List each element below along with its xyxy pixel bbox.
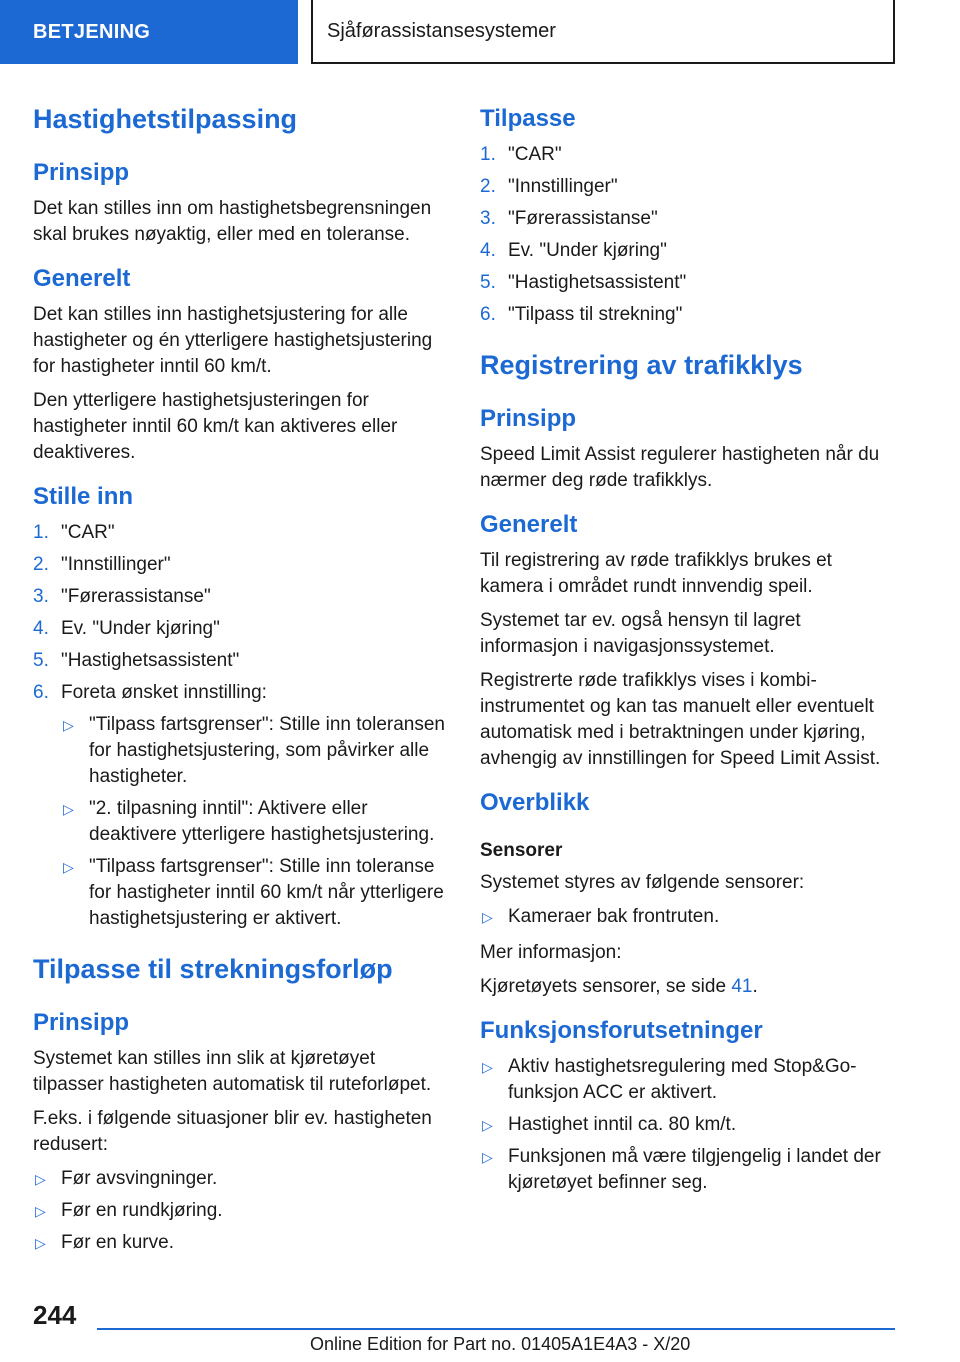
- list-item: ▷ Kameraer bak frontruten.: [480, 904, 900, 930]
- paragraph: Registrerte røde trafikklys vises i kombi-instrumentet og kan tas manuelt eller eventuelt automatisk med i betraktningen under kjøring, avhengig av innstillingen for Speed Limit Assist.: [480, 670, 881, 769]
- heading-generelt: Generelt: [33, 265, 131, 292]
- triangle-bullet-icon: ▷: [482, 1149, 493, 1165]
- paragraph: Det kan stilles inn om hastighetsbegrensningen skal brukes nøyaktig, eller med en toleranse.: [33, 198, 432, 245]
- heading-tilpasse-strekning: Tilpasse til strekningsforløp: [33, 954, 393, 984]
- triangle-bullet-icon: ▷: [35, 1171, 46, 1187]
- triangle-bullet-icon: ▷: [35, 1235, 46, 1251]
- page-link[interactable]: 41: [731, 976, 753, 997]
- list-item: ▷ Hastighet inntil ca. 80 km/t.: [480, 1112, 900, 1138]
- list-item: ▷ Før en rundkjøring.: [33, 1198, 449, 1224]
- triangle-bullet-icon: ▷: [63, 801, 74, 817]
- list-item: ▷ Funksjonen må være tilgjengelig i landet der kjøretøyet befinner seg.: [482, 1146, 881, 1193]
- list-item: ▷ Før avsvingninger.: [33, 1166, 449, 1192]
- paragraph: Systemet kan stilles inn slik at kjøretøyet tilpasser hastigheten automatisk til ruteforløpet.: [33, 1048, 432, 1095]
- heading-overblikk: Overblikk: [480, 789, 590, 816]
- page-number: 244: [33, 1300, 77, 1330]
- paragraph: Systemet styres av følgende sensorer:: [480, 872, 805, 893]
- paragraph: Speed Limit Assist regulerer hastigheten når du nærmer deg røde trafikklys.: [480, 444, 880, 491]
- footer-divider: [97, 1328, 895, 1330]
- triangle-bullet-icon: ▷: [35, 1203, 46, 1219]
- triangle-bullet-icon: ▷: [482, 1117, 493, 1133]
- reference-paragraph: Kjøretøyets sensorer, se side 41.: [480, 976, 758, 997]
- list-item: 3. "Førerassistanse": [33, 586, 211, 607]
- list-item: 3. "Førerassistanse": [480, 208, 658, 229]
- list-item: ▷ "2. tilpasning inntil": Aktivere eller deaktivere ytterligere hastighetsjustering.: [63, 798, 435, 845]
- list-item: 1. "CAR": [33, 522, 115, 543]
- sensor-list: [480, 904, 900, 930]
- steps-list: [480, 142, 900, 328]
- footer-edition: Online Edition for Part no. 01405A1E4A3 - X/20: [310, 1334, 691, 1354]
- triangle-bullet-icon: ▷: [482, 1059, 493, 1075]
- section-tab[interactable]: BETJENING: [0, 0, 298, 64]
- heading-prinsipp: Prinsipp: [480, 405, 577, 432]
- heading-sensorer: Sensorer: [480, 840, 563, 861]
- list-item: 6. Foreta ønsket innstilling: ▷ "Tilpass fartsgrenser": Stille inn toleransen for hastighetsjustering, som påvirker alle hastigheter. ▷ "2. tilpasning inntil": Aktivere eller deaktivere ytterligere hastighetsjustering. ▷ "Tilpass fartsgrenser": Stille inn toleranse for hastigheter inntil 60 km/t når ytterligere hastighetsjustering er aktivert.: [33, 680, 449, 932]
- left-column: [33, 98, 449, 1266]
- sub-list: [61, 712, 449, 932]
- heading-hastighetstilpassing: Hastighetstilpassing: [33, 104, 298, 134]
- triangle-bullet-icon: ▷: [63, 859, 74, 875]
- list-item: ▷ Aktiv hastighetsregulering med Stop&Go-funksjon ACC er aktivert.: [482, 1056, 857, 1103]
- heading-tilpasse: Tilpasse: [480, 105, 576, 132]
- list-item: ▷ Før en kurve.: [33, 1230, 449, 1256]
- triangle-bullet-icon: ▷: [63, 717, 74, 733]
- page-header: [0, 0, 960, 66]
- paragraph: Det kan stilles inn hastighetsjustering for alle hastigheter og én ytterligere hastighetsjustering for hastigheter inntil 60 km/t.: [33, 304, 433, 377]
- list-item: 4. Ev. "Under kjøring": [480, 240, 667, 261]
- list-item: ▷ "Tilpass fartsgrenser": Stille inn toleransen for hastighetsjustering, som påvirker alle hastigheter.: [63, 714, 445, 787]
- heading-generelt: Generelt: [480, 511, 578, 538]
- paragraph: Mer informasjon:: [480, 942, 622, 963]
- triangle-bullet-icon: ▷: [482, 909, 493, 925]
- paragraph: Den ytterligere hastighetsjusteringen for hastigheter inntil 60 km/t kan aktiveres eller deaktiveres.: [33, 390, 398, 463]
- list-item: 2. "Innstillinger": [33, 554, 171, 575]
- situations-list: [33, 1166, 449, 1256]
- right-column: [480, 98, 900, 1206]
- heading-funksjonsforutsetninger: Funksjonsforutsetninger: [480, 1017, 763, 1044]
- requirements-list: [480, 1054, 900, 1196]
- paragraph: F.eks. i følgende situasjoner blir ev. hastigheten redusert:: [33, 1108, 432, 1155]
- heading-prinsipp: Prinsipp: [33, 159, 130, 186]
- list-item: 5. "Hastighetsassistent": [33, 650, 240, 671]
- chapter-title: Sjåførassistansesystemer: [311, 0, 895, 64]
- list-item: 5. "Hastighetsassistent": [480, 272, 687, 293]
- paragraph: Systemet tar ev. også hensyn til lagret informasjon i navigasjonssystemet.: [480, 610, 801, 657]
- list-item: 2. "Innstillinger": [480, 176, 618, 197]
- list-item: 6. "Tilpass til strekning": [480, 304, 683, 325]
- list-item: 1. "CAR": [480, 144, 562, 165]
- heading-registrering-trafikklys: Registrering av trafikklys: [480, 350, 803, 380]
- list-item: ▷ "Tilpass fartsgrenser": Stille inn toleranse for hastigheter inntil 60 km/t når ytterligere hastighetsjustering er aktivert.: [63, 856, 444, 929]
- steps-list: [33, 520, 449, 932]
- paragraph: Til registrering av røde trafikklys brukes et kamera i området rundt innvendig speil.: [480, 550, 832, 597]
- heading-prinsipp: Prinsipp: [33, 1009, 130, 1036]
- heading-stille-inn: Stille inn: [33, 483, 134, 510]
- list-item: 4. Ev. "Under kjøring": [33, 618, 220, 639]
